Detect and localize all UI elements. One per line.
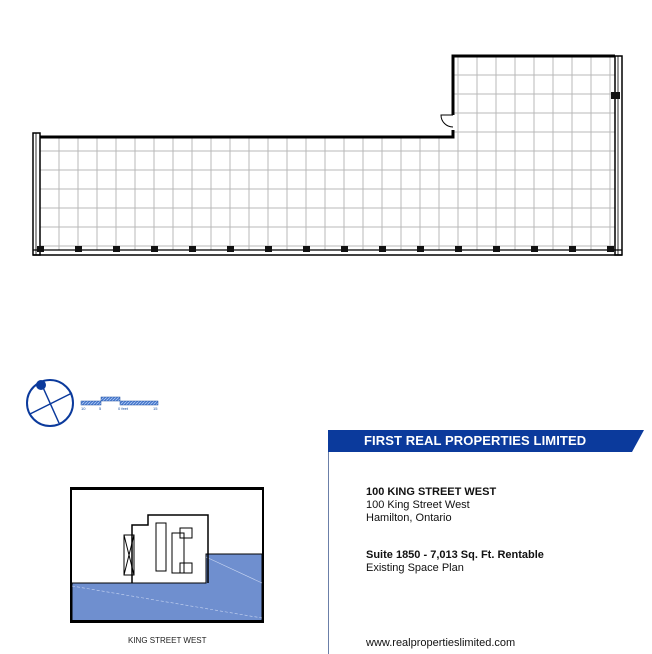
suite-title: Suite 1850 - 7,013 Sq. Ft. Rentable xyxy=(366,549,544,561)
column xyxy=(303,246,310,252)
column xyxy=(189,246,196,252)
column xyxy=(455,246,462,252)
company-banner xyxy=(328,430,644,452)
column xyxy=(151,246,158,252)
suite-wall xyxy=(40,56,615,137)
column xyxy=(379,246,386,252)
divider xyxy=(328,452,329,654)
ceiling-grid xyxy=(40,56,615,250)
column xyxy=(531,246,538,252)
property-info xyxy=(366,486,496,525)
suite-info xyxy=(366,549,544,575)
column xyxy=(75,246,82,252)
svg-text:10: 10 xyxy=(81,406,86,411)
column xyxy=(113,246,120,252)
property-city: Hamilton, Ontario xyxy=(366,512,452,524)
column xyxy=(569,246,576,252)
column xyxy=(37,246,44,252)
column xyxy=(607,246,614,252)
column xyxy=(227,246,234,252)
property-address: 100 King Street West xyxy=(366,499,470,511)
street-label: KING STREET WEST xyxy=(128,636,207,645)
suite-subtitle: Existing Space Plan xyxy=(366,562,464,574)
website-link[interactable]: www.realpropertieslimited.com xyxy=(366,637,516,649)
property-title: 100 KING STREET WEST xyxy=(366,486,497,498)
column xyxy=(493,246,500,252)
svg-text:0 feet: 0 feet xyxy=(118,406,129,411)
column xyxy=(265,246,272,252)
key-plan xyxy=(68,485,268,625)
compass-north-arrow-icon xyxy=(27,380,73,426)
column xyxy=(417,246,424,252)
company-name: FIRST REAL PROPERTIES LIMITED xyxy=(364,433,587,448)
scale-bar xyxy=(81,397,158,411)
svg-text:15: 15 xyxy=(153,406,158,411)
svg-text:5: 5 xyxy=(99,406,102,411)
column xyxy=(341,246,348,252)
